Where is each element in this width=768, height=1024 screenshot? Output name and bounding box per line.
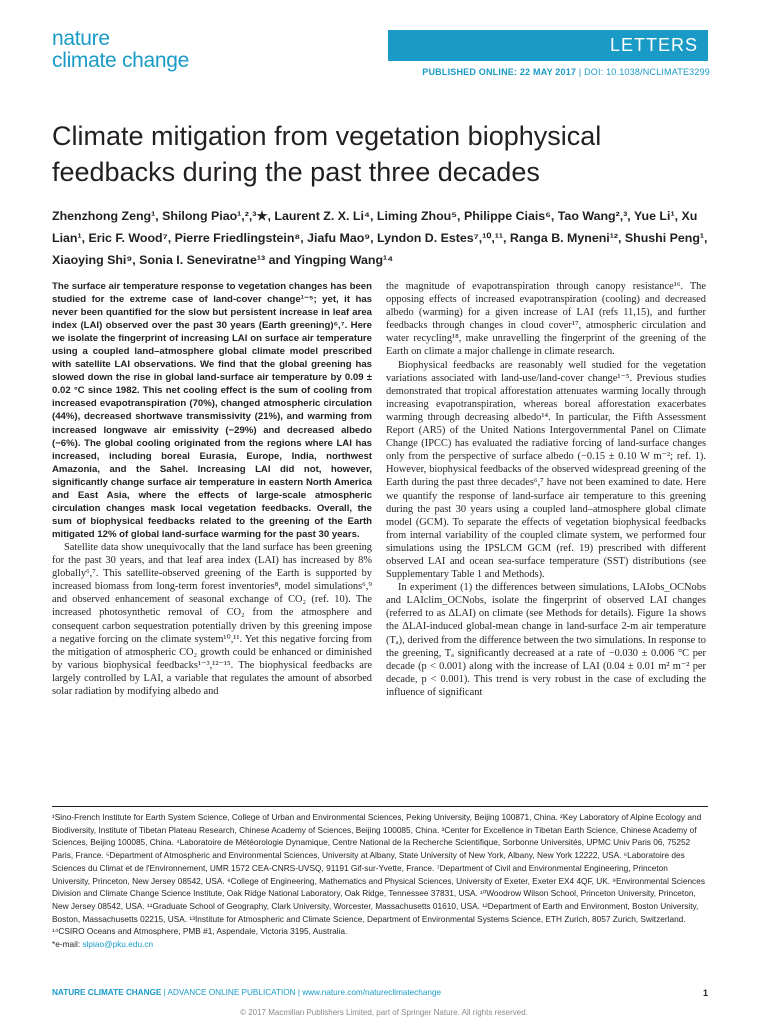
abstract: The surface air temperature response to vegetation changes has been studied for the extreme case of land-cover change¹⁻⁵; yet, it has never been quantified for the slow but persistent increase in leaf area index (LAI) observed over the past 30 years (Earth greening)⁶,⁷. Here we isolate the fingerprint of increasing LAI on surface air temperature using a coupled land–atmosphere global climate model prescribed with satellite LAI observations. We find that the global greening has slowed down the rise in global land-surface air temperature by 0.09 ± 0.02 °C since 1982. This net cooling effect is the sum of cooling from increased evapotranspiration (70%), changed atmospheric circulation (44%), decreased shortwave transmissivity (21%), and warming from increased longwave air emissivity (−29%) and decreased albedo (−6%). The global cooling originated from the regions where LAI has increased, including boreal Eurasia, Europe, India, northwest Amazonia, and the Sahel. Increasing LAI did not, however, significantly change surface air temperature in eastern North America and East Asia, where the effects of large-scale atmospheric circulation changes mask local vegetation feedbacks. Overall, the sum of biophysical feedbacks related to the greening of the Earth mitigated 12% of global land-surface warming for the past 30 years. <box>52 281 372 540</box>
email-link[interactable]: slpiao@pku.edu.cn <box>82 939 154 950</box>
footer-separator: | <box>295 988 303 997</box>
left-column <box>52 280 372 698</box>
body-paragraph: In experiment (1) the differences between simulations, LAIobs_OCNobs and LAIclim_OCNobs, isolate the fingerprint of observed LAI changes (referred to as ΔLAI) on climate (see Methods for details). Figure 1a shows the ΔLAI-induced global-mean change in land-surface 2-m air temperature (Tₐ), derived from the difference between the two simulations. In response to the greening, Tₐ significantly decreased at a rate of −0.030 ± 0.006 °C per decade (p < 0.001) along with the increase of LAI (0.04 ± 0.01 m² m⁻² per decade, p < 0.001). This trend is very robust in the case of excluding the influence of significant <box>386 582 706 698</box>
copyright-notice: © 2017 Macmillan Publishers Limited, part of Springer Nature. All rights reserved. <box>240 1008 528 1017</box>
published-date: PUBLISHED ONLINE: 22 MAY 2017 <box>422 67 577 77</box>
email-label: *e-mail: <box>52 939 83 950</box>
right-column <box>386 280 706 699</box>
logo-line-1: nature <box>52 27 110 50</box>
affiliations-text: ¹Sino-French Institute for Earth System Science, College of Urban and Environmental Sciences, Peking University, Beijing 100871, China. ²Key Laboratory of Alpine Ecology and Biodiversity, Institute of Tibetan Plateau Research, Chinese Academy of Sciences, Beijing 100085, China. ³Center for Excellence in Tibetan Earth Science, Chinese Academy of Sciences, Beijing 100085, China. ⁴Laboratoire de Météorologie Dynamique, Centre National de la Recherche Scientifique, Sorbonne Universités, UPMC Univ Paris 06, 75252 Paris, France. ⁵Department of Atmospheric and Environmental Sciences, University at Albany, State University of New York, Albany, New York 12222, USA. ⁶Laboratoire des Sciences du Climat et de l'Environnement, UMR 1572 CEA-CNRS-UVSQ, 91191 Gif-sur-Yvette, France. ⁷Department of Civil and Environmental Engineering, Princeton University, Princeton, New Jersey 08542, USA. ⁸College of Engineering, Mathematics and Physical Sciences, University of Exeter, Exeter EX4 4QF, UK. ⁹Environmental Sciences Division and Climate Change Science Institute, Oak Ridge National Laboratory, Oak Ridge, Tennessee 37831, USA. ¹⁰Woodrow Wilson School, Princeton University, Princeton, New Jersey 08542, USA. ¹¹Graduate School of Geography, Clark University, Worcester, Massachusetts 01610, USA. ¹²Department of Earth and Environment, Boston University, Boston, Massachusetts 02215, USA. ¹³Institute for Atmospheric and Climate Science, Department of Environmental Systems Science, ETH Zurich, 8057 Zurich, Switzerland. ¹⁴CSIRO Oceans and Atmosphere, PMB #1, Aspendale, Victoria 3195, Australia. <box>52 812 705 937</box>
logo-line-2: climate change <box>52 49 190 72</box>
page-footer <box>52 988 708 997</box>
journal-logo <box>52 28 189 72</box>
footnote-divider <box>52 806 708 807</box>
corresponding-email <box>52 938 708 951</box>
affiliations <box>52 811 708 951</box>
footer-url[interactable]: www.nature.com/natureclimatechange <box>302 988 442 997</box>
footer-journal: NATURE CLIMATE CHANGE <box>52 988 162 997</box>
page-number: 1 <box>702 988 708 998</box>
body-paragraph: Biophysical feedbacks are reasonably well studied for the vegetation variations associated with land-use/land-cover change¹⁻⁵. Previous studies demonstrated that tropical afforestation attenuates warming locally through increasing evapotranspiration, whereas boreal afforestation exacerbates warming through decreasing albedo¹⁴. In particular, the Fifth Assessment Report (AR5) of the United Nations Intergovernmental Panel on Climate Change (IPCC) has evaluated the radiative forcing of land-surface changes only from the perspective of surface albedo (−0.15 ± 0.10 W m⁻²; ref. 1). However, biophysical feedbacks of the observed widespread greening of the Earth during the past three decades⁶,⁷ have not been examined to date. Here we quantify the response of land-surface air temperature to this greening during the past 30 years using a coupled land–atmosphere global climate model (GCM). To separate the effects of vegetation biophysical feedbacks from internal variability of the coupled climate system, we performed four simulations using the IPSLCM GCM (ref. 19) prescribed with different observed LAI and ocean sea-surface temperature (SST) distributions (see Supplementary Table 1 and Methods). <box>386 359 706 581</box>
publication-line: PUBLISHED ONLINE: 22 MAY 2017 | DOI: 10.1038/NCLIMATE3299 <box>422 67 710 77</box>
footer-publication: ADVANCE ONLINE PUBLICATION <box>167 988 296 997</box>
article-title: Climate mitigation from vegetation biophysical feedbacks during the past three decades <box>52 121 602 187</box>
section-banner: LETTERS <box>388 30 708 61</box>
footer-separator: | <box>161 988 168 997</box>
body-paragraph: the magnitude of evapotranspiration through canopy resistance¹⁶. The opposing effects of increased evapotranspiration (cooling) and decreased albedo (warming) for a given increase of LAI (refs 11,15), and further feedbacks through changes in cloud cover¹⁷, atmospheric circulation and water recycling¹⁸, make unravelling the fingerprint of the greening of the Earth on climate a major challenge in climate research. <box>386 281 706 358</box>
body-paragraph: Satellite data show unequivocally that the land surface has been greening for the past 30 years, and that leaf area index (LAI) has increased by 8% globally⁶,⁷. This satellite-observed greening of the Earth is supported by increased biomass from long-term forest inventories⁸, model simulations⁶,⁹ and observed enhancement of seasonal exchange of CO₂ (ref. 10). The increased photosynthetic removal of CO₂ from the atmosphere and consequent carbon sequestration potentially driven by this greening impose a negative forcing on the climate system¹⁰,¹¹. Yet this negative forcing from the mitigation of atmospheric CO₂ growth could be enhanced or diminished by various biophysical feedbacks¹⁻³,¹²⁻¹⁵. The biophysical feedbacks are largely controlled by LAI, a variable that regulates the amount of absorbed solar radiation by modifying albedo and <box>52 541 372 697</box>
author-list: Zhenzhong Zeng¹, Shilong Piao¹,²,³★, Laurent Z. X. Li⁴, Liming Zhou⁵, Philippe Ciais⁶, Tao Wang²,³, Yue Li¹, Xu Lian¹, Eric F. Wood⁷, Pierre Friedlingstein⁸, Jiafu Mao⁹, Lyndon D. Estes⁷,¹⁰,¹¹, Ranga B. Myneni¹², Shushi Peng¹, Xiaoying Shi⁹, Sonia I. Seneviratne¹³ and Yingping Wang¹⁴ <box>52 209 708 267</box>
doi-link[interactable]: DOI: 10.1038/NCLIMATE3299 <box>584 67 710 77</box>
